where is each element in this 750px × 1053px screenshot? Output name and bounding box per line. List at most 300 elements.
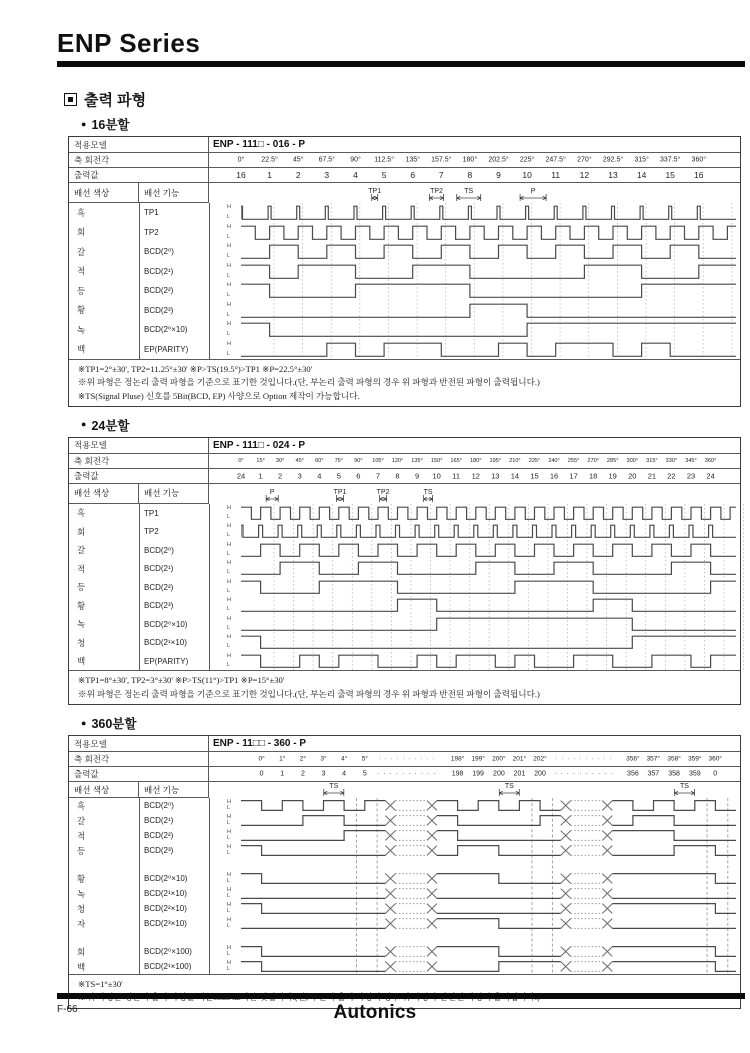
level-high-label: H: [227, 262, 231, 269]
angle-tick: 360°: [704, 457, 717, 464]
wire-color: 흑: [77, 800, 86, 811]
output-waveform-heading-text: 출력 파형: [84, 92, 147, 109]
output-tick: 8: [395, 471, 400, 481]
level-high-label: H: [227, 652, 231, 659]
wire-row: [69, 798, 740, 813]
timing-arrow: [380, 495, 387, 502]
output-tick: 201: [513, 770, 526, 778]
wire-function: BCD(2²): [144, 831, 174, 841]
wire-color: 녹: [77, 888, 86, 899]
level-low-label: L: [227, 877, 231, 884]
timing-annotation-label: TP2: [430, 188, 443, 195]
wire-func-header: 배선 기능: [139, 484, 209, 504]
level-high-label: H: [227, 541, 231, 548]
wire-function: TP2: [144, 227, 159, 237]
timing-arrow: [372, 194, 378, 201]
output-tick: 1: [258, 471, 263, 481]
output-tick: 16: [236, 170, 246, 180]
notes: [69, 670, 740, 704]
wire-waveform-cell: [209, 798, 740, 813]
output-tick: 358: [668, 770, 680, 778]
level-low-label: L: [227, 311, 231, 318]
wire-color: 흑: [77, 508, 86, 519]
level-low-label: L: [227, 569, 231, 576]
wire-function: BCD(2³): [144, 846, 174, 856]
level-labels: [227, 340, 231, 360]
angle-tick: 285°: [606, 457, 619, 464]
wire-waveform-cell: [209, 633, 740, 652]
model-row: [69, 736, 740, 752]
output-tick: 16: [694, 170, 704, 180]
timing-annotation-label: TS: [680, 783, 689, 791]
level-low-label: L: [227, 214, 231, 220]
wire-func-header: 배선 기능: [139, 782, 209, 798]
wire-waveform-cell: [209, 843, 740, 858]
wire-color: 갈: [77, 246, 86, 257]
level-low-label: L: [227, 965, 231, 972]
wire-function: EP(PARITY): [144, 656, 189, 666]
wire-color: 적: [77, 830, 86, 841]
output-tick: 3: [297, 471, 302, 481]
bullet-icon: ●: [81, 717, 87, 728]
wire-color: 황: [77, 600, 86, 611]
level-high-label: H: [227, 887, 231, 894]
wire-function: EP(PARITY): [144, 344, 189, 354]
wire-color: 회: [77, 526, 86, 537]
output-tick: 12: [471, 471, 480, 481]
level-high-label: H: [227, 301, 231, 308]
note-line: ※위 파형은 정논리 출력 파형을 기준으로 표기한 것입니다.(단, 부논리 출력 파형의 경우 위 파형과 반전된 파형이 출력됩니다.): [78, 377, 540, 388]
angle-tick: 90°: [350, 156, 361, 164]
brand-logo: Autonics: [333, 1002, 417, 1023]
level-high-label: H: [227, 634, 231, 641]
level-high-label: H: [227, 945, 231, 952]
angle-tick: 292.5°: [602, 156, 624, 164]
wire-color: 황: [77, 305, 86, 316]
angle-tick: 337.5°: [660, 156, 681, 164]
waveform-svg: [241, 886, 736, 901]
level-low-label: L: [227, 892, 231, 899]
level-low-label: L: [227, 587, 231, 594]
level-low-label: L: [227, 849, 231, 856]
angle-tick: 75°: [334, 457, 344, 464]
wire-function: BCD(2¹×10): [144, 638, 187, 648]
level-low-label: L: [227, 661, 231, 668]
wire-row: [69, 559, 740, 578]
wire-color: 황: [77, 873, 86, 884]
wire-color: 갈: [77, 815, 86, 826]
level-labels: [227, 223, 231, 243]
angle-tick: 112.5°: [374, 156, 394, 164]
angle-tick: 200°: [492, 755, 506, 763]
wire-color: 녹: [77, 619, 86, 630]
wire-row: [69, 633, 740, 652]
level-high-label: H: [227, 814, 231, 821]
wire-color: 백: [77, 656, 86, 667]
waveform-svg: [241, 242, 736, 262]
wire-function: BCD(2²): [144, 286, 174, 296]
wire-function: TP1: [144, 208, 159, 218]
output-tick: 14: [510, 471, 520, 481]
output-row: [69, 469, 740, 484]
wire-color: 등: [77, 582, 86, 593]
wire-function: BCD(2²): [144, 582, 174, 592]
level-labels: [227, 522, 231, 541]
angle-tick: 60°: [315, 457, 324, 464]
wire-waveform-cell: [209, 886, 740, 901]
model-label: 적용모델: [69, 137, 209, 152]
section-360-division: [68, 714, 741, 1009]
note-line: ※TS(Signal Pluse) 신호를 5Bit(BCD, EP) 사양으로 Option 제작이 가능합니다.: [78, 390, 360, 401]
timing-arrow: [324, 789, 344, 796]
waveform-svg: [241, 320, 736, 340]
wire-row: [69, 886, 740, 901]
wire-color: 회: [77, 227, 86, 238]
note-line: ※TS=1°±30': [78, 979, 123, 990]
waveform-svg: [241, 340, 736, 360]
header-divider: [57, 61, 745, 67]
level-labels: [227, 559, 231, 578]
level-labels: [227, 281, 231, 301]
level-labels: [227, 633, 231, 652]
wire-row: [69, 843, 740, 858]
output-tick: 3: [324, 170, 330, 180]
angle-tick: 199°: [471, 755, 485, 763]
output-tick: 23: [686, 471, 696, 481]
level-labels: [227, 871, 231, 886]
timing-arrow: [457, 194, 481, 201]
subsection-title: 360분할: [91, 717, 137, 732]
waveform-table: [68, 437, 741, 705]
timing-arrow: [266, 495, 278, 502]
level-labels: [227, 242, 231, 262]
angle-tick: 0°: [237, 156, 245, 164]
level-labels: [227, 541, 231, 560]
wire-color: 갈: [77, 545, 86, 556]
waveform-svg: [241, 615, 736, 634]
level-labels: [227, 798, 231, 813]
wire-row: [69, 541, 740, 560]
level-low-label: L: [227, 233, 231, 240]
model-row: [69, 438, 740, 454]
output-tick: 16: [549, 471, 559, 481]
level-high-label: H: [227, 578, 231, 585]
level-labels: [227, 578, 231, 597]
wire-function: BCD(2⁰×10): [144, 619, 188, 629]
wire-waveform-cell: [209, 522, 740, 541]
level-high-label: H: [227, 560, 231, 567]
level-high-label: H: [227, 829, 231, 836]
wire-row: [69, 959, 740, 974]
timing-arrow: [520, 194, 546, 201]
wire-waveform-cell: [209, 871, 740, 886]
timing-annotation-svg: [209, 183, 740, 203]
timing-arrow: [675, 789, 695, 796]
angle-tick: 180°: [470, 457, 482, 464]
level-low-label: L: [227, 253, 231, 259]
output-tick: 22: [667, 471, 676, 481]
output-tick: 15: [530, 471, 539, 481]
waveform-svg: [241, 633, 736, 652]
wire-function: BCD(2²×10): [144, 904, 187, 914]
timing-arrow: [337, 495, 344, 502]
waveform-svg: [241, 281, 736, 301]
bullet-icon: ●: [81, 419, 87, 430]
subsection-heading: [81, 416, 741, 434]
model-value: ENP - 111□ - 016 - P: [213, 139, 306, 150]
angle-tick: 150°: [430, 457, 443, 464]
level-high-label: H: [227, 243, 231, 249]
level-labels: [227, 262, 231, 282]
wire-waveform-cell: [209, 916, 740, 931]
angle-tick: 22.5°: [261, 156, 278, 164]
output-tick: 12: [579, 170, 590, 180]
timing-annotation-label: TP1: [368, 188, 382, 195]
wire-row: [69, 596, 740, 615]
level-low-label: L: [227, 550, 231, 557]
wire-color-header: 배선 색상: [69, 782, 139, 798]
wire-waveform-cell: [209, 813, 740, 828]
wire-color: 백: [77, 344, 86, 355]
wire-row: [69, 242, 740, 262]
angle-tick: 360°: [708, 755, 722, 763]
output-tick: 7: [375, 471, 381, 481]
output-tick: 357: [647, 770, 660, 778]
angle-tick: 225°: [528, 457, 541, 464]
page-title: ENP Series: [57, 28, 201, 58]
output-label: 출력값: [69, 767, 209, 781]
waveform-svg: [241, 596, 736, 615]
level-labels: [227, 843, 231, 858]
wire-color: 등: [77, 845, 86, 856]
timing-annotation-svg: [209, 782, 740, 798]
wire-row: [69, 578, 740, 597]
output-tick: 356: [627, 770, 639, 778]
waveform-svg: [241, 541, 736, 560]
output-tick: 4: [317, 471, 322, 481]
waveform-svg: [241, 813, 736, 828]
angle-tick: 198°: [450, 755, 465, 763]
timing-annotations: [209, 183, 740, 203]
output-values: [209, 168, 740, 182]
level-high-label: H: [227, 340, 231, 347]
page-number: F-66: [57, 1004, 78, 1015]
output-tick: 3: [321, 770, 326, 778]
wire-row: [69, 813, 740, 828]
output-tick: 18: [589, 471, 598, 481]
wire-row: [69, 223, 740, 243]
level-labels: [227, 901, 231, 916]
level-low-label: L: [227, 513, 231, 520]
wire-function: BCD(2¹): [144, 564, 174, 574]
wire-waveform-cell: [209, 615, 740, 634]
output-tick: 24: [706, 471, 715, 481]
wire-function: BCD(2⁰×10): [144, 325, 188, 335]
angle-tick: 345°: [685, 457, 697, 464]
angle-tick: 5°: [361, 755, 368, 763]
output-label: 출력값: [69, 168, 209, 182]
output-tick: 7: [438, 170, 444, 180]
wire-row: [69, 944, 740, 959]
timing-annotations: [209, 484, 740, 504]
wire-color-header: 배선 색상: [69, 183, 139, 203]
angle-tick: 300°: [626, 457, 639, 464]
wire-rows: [69, 798, 740, 974]
waveform-svg: [241, 559, 736, 578]
timing-arrow: [424, 495, 433, 502]
wire-waveform-cell: [209, 340, 740, 360]
level-high-label: H: [227, 917, 231, 924]
wire-waveform-cell: [209, 242, 740, 262]
wire-rows: [69, 504, 740, 671]
wire-row: [69, 301, 740, 321]
level-low-label: L: [227, 606, 231, 613]
waveform-svg: [241, 262, 736, 282]
angle-tick: 105°: [372, 457, 384, 464]
subsection-title: 16분할: [91, 118, 130, 132]
angle-tick: 1°: [279, 755, 286, 763]
waveform-svg: [241, 203, 736, 223]
timing-annotation-label: TS: [423, 488, 433, 496]
output-tick: 4: [342, 770, 347, 778]
output-tick: 0: [713, 770, 718, 778]
wire-function: BCD(2³): [144, 305, 174, 315]
angle-tick: 45°: [292, 156, 304, 164]
timing-annotations: [209, 782, 740, 798]
wire-color: 등: [77, 285, 86, 296]
output-tick: 5: [336, 471, 341, 481]
bullet-icon: ●: [81, 118, 87, 129]
note-line: ※TP1=2°±30', TP2=11.25°±30' ※P>TS(19.5°)>TP1 ※P=22.5°±30': [78, 364, 313, 374]
level-high-label: H: [227, 872, 231, 879]
angle-tick: 225°: [519, 156, 535, 164]
wire-row: [69, 828, 740, 843]
wire-waveform-cell: [209, 596, 740, 615]
waveform-table: [68, 735, 741, 1009]
angle-tick: 67.5°: [318, 156, 336, 164]
waveform-svg: [241, 944, 736, 959]
angle-tick: 195°: [489, 457, 502, 464]
wire-waveform-cell: [209, 262, 740, 282]
wire-waveform-cell: [209, 223, 740, 243]
level-labels: [227, 828, 231, 843]
angle-tick: 270°: [577, 156, 592, 164]
angle-tick: 210°: [509, 457, 521, 464]
subsection-heading: [81, 115, 741, 133]
output-tick: 5: [362, 770, 367, 778]
angle-values: [209, 153, 740, 167]
angle-tick: 15°: [256, 457, 265, 464]
waveform-svg: [241, 522, 736, 541]
timing-arrow: [499, 789, 519, 796]
waveform-svg: [241, 652, 736, 671]
level-labels: [227, 615, 231, 634]
model-label: 적용모델: [69, 438, 209, 453]
level-low-label: L: [227, 532, 231, 539]
output-tick: 24: [236, 471, 246, 481]
model-row: [69, 137, 740, 153]
level-high-label: H: [227, 615, 231, 622]
timing-annotation-label: TS: [504, 783, 514, 791]
wire-func-header: 배선 기능: [139, 183, 209, 203]
waveform-svg: [241, 916, 736, 931]
wire-waveform-cell: [209, 828, 740, 843]
note-line: ※위 파형은 정논리 출력 파형을 기준으로 표기한 것입니다.(단, 부논리 출력 파형의 경우 위 파형과 반전된 파형이 출력됩니다.): [78, 688, 540, 699]
timing-annotation-label: P: [269, 488, 275, 496]
angle-tick: 135°: [405, 156, 420, 164]
output-tick: 11: [551, 170, 561, 180]
wire-waveform-cell: [209, 578, 740, 597]
wire-row: [69, 522, 740, 541]
angle-tick: 0°: [238, 457, 244, 464]
angle-tick: 90°: [354, 457, 363, 464]
angle-values: [209, 752, 740, 766]
timing-annotation-label: TP1: [333, 488, 347, 496]
level-low-label: L: [227, 834, 231, 841]
timing-annotation-label: TS: [464, 188, 474, 195]
angle-tick: 247.5°: [545, 156, 566, 164]
wire-waveform-cell: [209, 203, 740, 223]
angle-tick: 315°: [634, 156, 649, 164]
wire-color: 녹: [77, 324, 86, 335]
level-labels: [227, 596, 231, 615]
waveform-svg: [241, 959, 736, 974]
wire-row: [69, 504, 740, 523]
level-labels: [227, 504, 231, 523]
wire-waveform-cell: [209, 504, 740, 523]
footer-divider: [57, 993, 745, 999]
wire-waveform-cell: [209, 281, 740, 301]
waveform-svg: [241, 578, 736, 597]
angle-row: [69, 752, 740, 767]
timing-annotation-label: P: [530, 188, 536, 195]
wire-color: 백: [77, 961, 86, 972]
wire-header-row: [69, 484, 740, 504]
level-high-label: H: [227, 321, 231, 327]
wire-color: 적: [77, 266, 86, 277]
wire-header-row: [69, 183, 740, 203]
wire-color-header: 배선 색상: [69, 484, 139, 504]
wire-rows: [69, 203, 740, 359]
angle-tick: 4°: [340, 755, 348, 763]
angle-tick: 201°: [512, 755, 527, 763]
angle-tick: 45°: [295, 457, 304, 464]
level-high-label: H: [227, 204, 231, 210]
angle-tick: 30°: [275, 457, 285, 464]
level-low-label: L: [227, 292, 231, 298]
angle-tick: 202.5°: [488, 156, 509, 164]
wire-color: 회: [77, 946, 86, 957]
angle-tick: 120°: [391, 457, 404, 464]
wire-function: BCD(2⁰): [144, 545, 174, 555]
angle-tick: 2°: [299, 755, 306, 763]
output-tick: 9: [415, 471, 420, 481]
timing-annotation-label: TP2: [376, 488, 390, 496]
level-high-label: H: [227, 844, 231, 851]
level-labels: [227, 944, 231, 959]
wire-function: BCD(2⁰): [144, 247, 174, 257]
wire-row: [69, 281, 740, 301]
wire-color: 흑: [77, 207, 86, 218]
angle-tick: 360°: [691, 156, 707, 164]
wire-waveform-cell: [209, 559, 740, 578]
angle-row: [69, 153, 740, 168]
wire-function: BCD(2⁰×100): [144, 947, 192, 957]
wire-function: BCD(2⁰): [144, 801, 174, 811]
angle-tick: 3°: [320, 755, 327, 763]
output-tick: 10: [522, 170, 532, 180]
output-tick: 199: [472, 770, 484, 778]
